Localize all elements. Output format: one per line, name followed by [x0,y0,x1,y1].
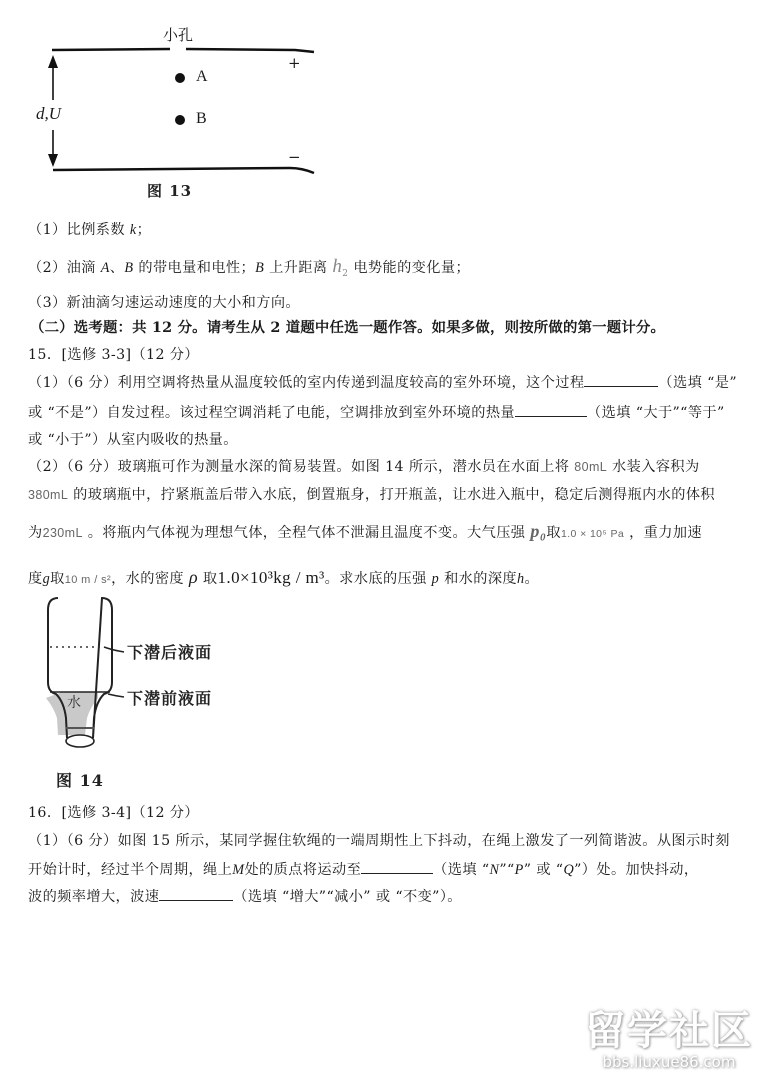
answer-blank-2[interactable] [515,402,587,417]
hole-label: 小孔 [163,26,194,44]
figure-14 [20,590,280,800]
q14-part-3: （3）新油滴匀速运动速度的大小和方向。 [28,295,301,311]
watermark-logo: 留学社区 [585,1008,753,1054]
q16-part1-line3: 波的频率增大，波速 （选填 “增大”“减小” 或 “不变”）。 [28,886,462,907]
answer-blank-4[interactable] [159,886,233,901]
q15-title: 15．[选修 3-3]（12 分） [28,347,199,363]
q15-part1-line1: （1）（6 分）利用空调将热量从温度较低的室内传递到温度较高的室外环境，这个过程 （选填 “是” [28,372,737,393]
drop-b-label: B [196,110,207,127]
q15-part1-line3: 或 “小于”）从室内吸收的热量。 [28,432,238,448]
q15-part2-line4: 度g取10 m / s²，水的密度 ρ 取1.0×10³kg / m³。求水底的压强 p 和水的深度h。 [28,567,540,587]
minus-sign: − [288,148,301,166]
answer-blank-3[interactable] [361,859,433,874]
q15-part2-line2: 380mL 的玻璃瓶中，拧紧瓶盖后带入水底，倒置瓶身，打开瓶盖，让水进入瓶中，稳定后测得瓶内水的体积 [28,487,716,503]
q16-title: 16．[选修 3-4]（12 分） [28,805,199,821]
q16-part1-line2: 开始计时，经过半个周期，绳上M处的质点将运动至 （选填 “N”“P” 或 “Q”）处。加快抖动， [28,859,698,880]
water-label: 水 [67,695,81,711]
answer-blank-1[interactable] [584,372,658,387]
label-before-dive: 下潜前液面 [127,689,213,708]
label-after-dive: 下潜后液面 [127,643,213,662]
q14-part-2: （2）油滴 A、B 的带电量和电性；B 上升距离 $h_2$ 电势能的变化量； [28,256,471,279]
figure-14-caption: 图 14 [56,771,104,790]
gap-label: d,U [36,104,62,123]
q15-part2-line3: 为230mL 。将瓶内气体视为理想气体，全程气体不泄漏且温度不变。大气压强 p₀取1.0 × 10⁵ Pa ，重力加速 [28,521,703,541]
q16-part1-line1: （1）（6 分）如图 15 所示，某同学握住软绳的一端周期性上下抖动，在绳上激发了一列简谐波。从图示时刻 [28,833,730,849]
drop-a-label: A [196,68,208,85]
section-2-heading: （二）选考题：共 12 分。请考生从 2 道题中任选一题作答。如果多做，则按所做的第一题计分。 [30,319,666,336]
figure-13-caption: 图 13 [147,182,193,200]
plus-sign: + [288,54,301,72]
q15-part1-line2: 或 “不是”）自发过程。该过程空调消耗了电能，空调排放到室外环境的热量 （选填 “大于”“等于” [28,402,725,423]
figure-13 [0,0,390,210]
q15-part2-line1: （2）（6 分）玻璃瓶可作为测量水深的简易装置。如图 14 所示，潜水员在水面上将 80mL 水装入容积为 [28,459,700,475]
watermark [585,1009,753,1071]
q14-part-1: （1）比例系数 k； [28,222,152,238]
watermark-url: bbs.liuxue86.com [602,1053,736,1071]
